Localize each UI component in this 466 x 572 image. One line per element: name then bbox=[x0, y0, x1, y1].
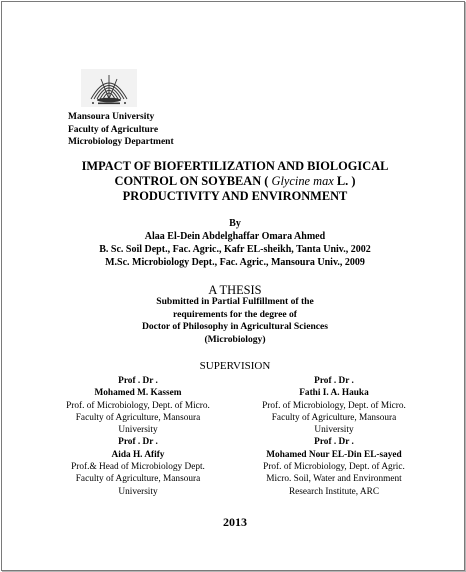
university-seal-icon bbox=[81, 69, 137, 107]
supervisor-affiliation: Faculty of Agriculture, Mansoura bbox=[75, 412, 201, 423]
supervisor-affiliation: University bbox=[118, 486, 158, 497]
supervisor-affiliation: Research Institute, ARC bbox=[288, 486, 380, 497]
supervisors-left-column bbox=[38, 375, 238, 498]
supervisor-name: Fathi I. A. Hauka bbox=[299, 388, 369, 399]
supervisor-affiliation: University bbox=[118, 425, 158, 436]
author-name: Alaa El-Dein Abdelghaffar Omara Ahmed bbox=[144, 231, 326, 242]
thesis-title bbox=[2, 159, 466, 204]
thesis-heading: A THESIS bbox=[208, 283, 262, 297]
supervisor-name: Mohamed Nour EL-Din EL-sayed bbox=[266, 449, 402, 460]
document-page bbox=[1, 1, 465, 571]
title-line-1: IMPACT OF BIOFERTILIZATION AND BIOLOGICAL bbox=[81, 159, 389, 173]
supervisor-affiliation: Prof.& Head of Microbiology Dept. bbox=[71, 462, 205, 473]
supervision-heading: SUPERVISION bbox=[199, 360, 271, 372]
species-name: Glycine max bbox=[271, 174, 334, 188]
thesis-statement: Submitted in Partial Fulfillment of the requirements for the degree of Doctor of Philosophy in Agricultural Sciences (Microbiology) bbox=[141, 296, 329, 345]
supervisor-affiliation: Prof. of Microbiology, Dept. of Micro. bbox=[66, 400, 210, 411]
supervisor-affiliation: Prof. of Microbiology, Dept. of Agric. bbox=[263, 462, 405, 473]
author-degree-bsc: B. Sc. Soil Dept., Fac. Agric., Kafr EL-sheikh, Tanta Univ., 2002 bbox=[99, 244, 371, 255]
supervisor-affiliation: University bbox=[314, 425, 354, 436]
supervisor-title: Prof . Dr . bbox=[314, 437, 354, 448]
title-line-3: PRODUCTIVITY AND ENVIRONMENT bbox=[122, 189, 348, 203]
department-name: Microbiology Department bbox=[68, 137, 174, 147]
supervisor-name: Mohamed M. Kassem bbox=[94, 388, 182, 399]
university-name: Mansoura University bbox=[68, 112, 155, 122]
year: 2013 bbox=[223, 515, 247, 529]
supervisor-name: Aida H. Afify bbox=[111, 449, 165, 460]
supervisors-right-column bbox=[234, 375, 434, 498]
supervisor-title: Prof . Dr . bbox=[118, 376, 158, 386]
supervisor-affiliation: Prof. of Microbiology, Dept. of Micro. bbox=[262, 400, 406, 411]
faculty-name: Faculty of Agriculture bbox=[68, 124, 159, 135]
title-line-2: CONTROL ON SOYBEAN ( Glycine max L. ) bbox=[114, 174, 356, 188]
supervisor-affiliation: Micro. Soil, Water and Environment bbox=[266, 474, 402, 485]
supervisor-title: Prof . Dr . bbox=[314, 376, 354, 386]
author-block bbox=[2, 217, 466, 269]
supervisor-affiliation: Faculty of Agriculture, Mansoura bbox=[271, 412, 397, 423]
author-degree-msc: M.Sc. Microbiology Dept., Fac. Agric., Mansoura Univ., 2009 bbox=[105, 257, 365, 268]
by-label: By bbox=[229, 218, 241, 229]
supervisor-title: Prof . Dr . bbox=[118, 437, 158, 448]
supervisor-affiliation: Faculty of Agriculture, Mansoura bbox=[75, 474, 201, 485]
institution-header bbox=[68, 111, 174, 149]
